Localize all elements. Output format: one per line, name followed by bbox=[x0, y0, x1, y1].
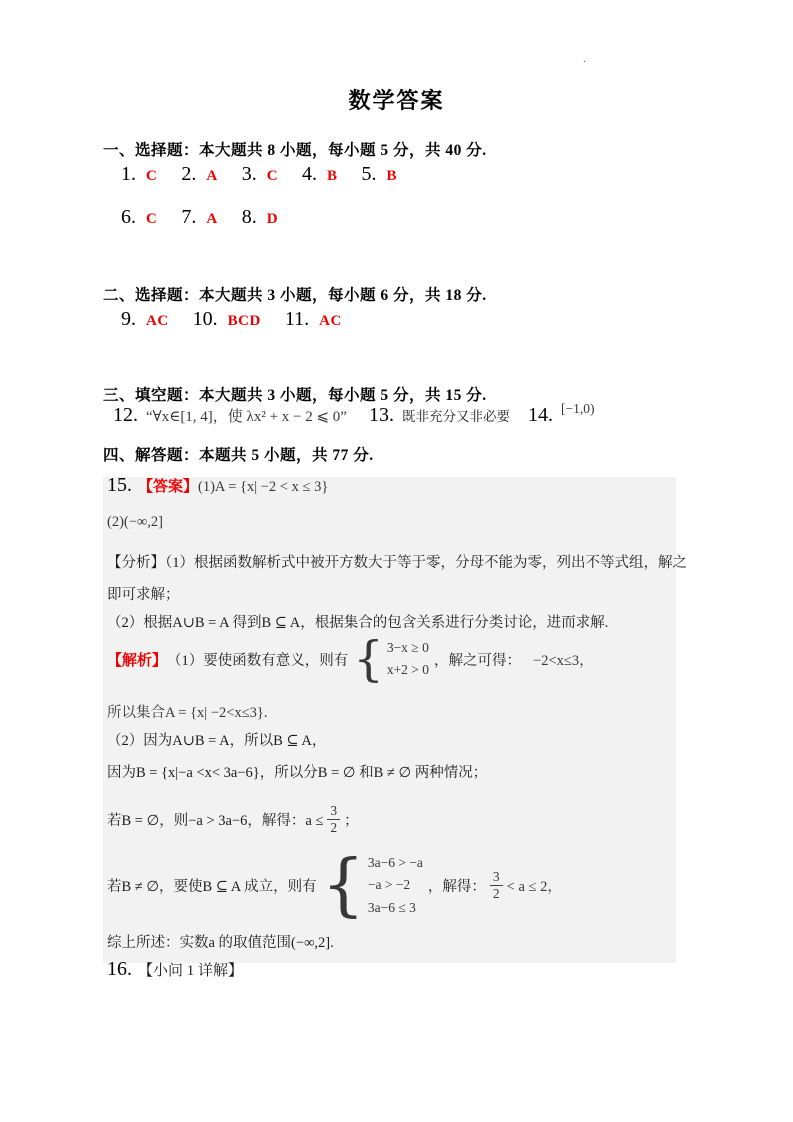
q15-analysis-line1-cont: 即可求解； bbox=[107, 587, 180, 603]
q16-line bbox=[107, 958, 243, 981]
answer-letter: D bbox=[266, 211, 279, 227]
question-number: 2. bbox=[181, 163, 197, 185]
q15-answer-line1 bbox=[107, 474, 328, 497]
answer-item bbox=[121, 308, 169, 331]
question-number: 13. bbox=[368, 404, 394, 426]
system-equation: −a > −2 bbox=[367, 877, 411, 893]
left-brace: { bbox=[353, 630, 384, 687]
equation-system bbox=[353, 630, 430, 687]
fraction bbox=[490, 869, 503, 901]
solution-text: 所以集合A = {x| −2<x≤3}. bbox=[107, 705, 268, 721]
stray-mark: . bbox=[583, 53, 586, 65]
answer-item bbox=[362, 163, 398, 186]
system-equation: 3a−6 ≤ 3 bbox=[367, 899, 416, 915]
question-number: 4. bbox=[302, 163, 318, 185]
answer-letter: A bbox=[206, 211, 218, 227]
answer-letter: C bbox=[266, 168, 279, 184]
fraction-numerator: 3 bbox=[490, 869, 503, 886]
answer-letter: C bbox=[146, 211, 158, 227]
question-number: 1. bbox=[121, 163, 136, 185]
case-text: ； bbox=[344, 812, 359, 829]
fraction-denominator: 2 bbox=[330, 819, 338, 835]
q13-answer: 既非充分又非必要 bbox=[401, 409, 510, 424]
answer-letter: AC bbox=[146, 313, 169, 329]
system-rows bbox=[387, 637, 429, 682]
q15-conclusion: 综上所述：实数a 的取值范围(−∞,2]. bbox=[107, 935, 334, 951]
answer-letter: BCD bbox=[227, 313, 261, 329]
q15-analysis-line1: 【分析】（1）根据函数解析式中被开方数大于等于零，分母不能为零，列出不等式组，解之 bbox=[107, 555, 687, 571]
question-number: 11. bbox=[284, 308, 310, 330]
answer-item bbox=[121, 206, 157, 229]
question-number: 15. bbox=[107, 474, 132, 496]
case-text: 若B ≠ ∅，要使B ⊆ A 成立，则有 bbox=[107, 878, 317, 895]
equation-system bbox=[321, 845, 423, 925]
q15-answer-part2: (2)(−∞,2] bbox=[107, 514, 163, 530]
section3-heading: 三、填空题：本大题共 3 小题，每小题 5 分，共 15 分. bbox=[103, 387, 487, 404]
answer-letter: B bbox=[386, 168, 398, 184]
q15-solution-line2 bbox=[107, 701, 267, 722]
answer-item bbox=[242, 206, 278, 229]
answer-letter: A bbox=[206, 168, 218, 184]
system-equation: x+2 > 0 bbox=[386, 662, 430, 678]
fill-in-answers-row bbox=[113, 401, 595, 427]
question-number: 8. bbox=[241, 206, 257, 228]
q15-answer-line2 bbox=[107, 514, 163, 531]
answer-item bbox=[242, 163, 278, 186]
section2-heading: 二、选择题：本大题共 3 小题，每小题 6 分，共 18 分. bbox=[103, 287, 487, 304]
answer-item bbox=[121, 163, 157, 186]
q15-answer-part1: (1)A = {x| −2 < x ≤ 3} bbox=[198, 479, 329, 495]
system-equation: 3a−6 > −a bbox=[367, 855, 423, 870]
solution-label: 【解析】 bbox=[107, 652, 168, 669]
answer-letter: C bbox=[146, 168, 158, 184]
section1-heading: 一、选择题：本大题共 8 小题，每小题 5 分，共 40 分. bbox=[103, 142, 487, 159]
answer-item bbox=[193, 308, 261, 331]
fraction-numerator: 3 bbox=[327, 803, 340, 820]
answer-label: 【答案】 bbox=[138, 479, 199, 495]
question-number: 14. bbox=[527, 404, 553, 426]
answer-item bbox=[302, 163, 338, 186]
question-number: 7. bbox=[181, 206, 197, 228]
case-result: < a ≤ 2， bbox=[506, 878, 562, 895]
answer-letter: AC bbox=[319, 313, 342, 329]
section4-heading: 四、解答题：本题共 5 小题，共 77 分. bbox=[103, 447, 374, 464]
q15-case2-line bbox=[107, 845, 562, 925]
solution-text: （1）要使函数有意义，则有 bbox=[167, 652, 349, 669]
answer-item bbox=[181, 206, 217, 229]
page-title: 数学答案 bbox=[348, 88, 445, 113]
system-equation: 3−x ≥ 0 bbox=[386, 640, 429, 655]
question-number: 12. bbox=[113, 404, 138, 426]
q14-answer: [−1,0) bbox=[560, 401, 595, 416]
q12-answer: “∀x∈[1, 4]，使 λx² + x − 2 ⩽ 0” bbox=[146, 409, 347, 425]
fraction bbox=[327, 803, 340, 835]
q16-label: 【小问 1 详解】 bbox=[138, 963, 244, 979]
q15-solution-line3: （2）因为A∪B = A，所以B ⊆ A， bbox=[107, 733, 327, 749]
q15-case1-line bbox=[107, 803, 359, 835]
system-rows bbox=[368, 852, 423, 919]
question-number: 6. bbox=[121, 206, 136, 228]
case-text: 若B = ∅，则−a > 3a−6，解得：a ≤ bbox=[107, 812, 324, 829]
case-text: ，解得： bbox=[427, 878, 486, 895]
answer-letter: B bbox=[327, 168, 338, 184]
answer-item bbox=[181, 163, 217, 186]
left-brace: { bbox=[321, 845, 365, 925]
question-number: 3. bbox=[241, 163, 257, 185]
answers-row-6-8 bbox=[121, 206, 302, 229]
solution-result: −2<x≤3， bbox=[533, 652, 594, 669]
answer-item bbox=[285, 308, 342, 331]
q15-solution-line4: 因为B = {x|−a <x< 3a−6}，所以分B = ∅ 和B ≠ ∅ 两种情况； bbox=[107, 765, 488, 781]
question-number: 5. bbox=[361, 163, 377, 185]
question-number: 16. bbox=[107, 958, 132, 980]
q15-analysis-line2: （2）根据A∪B = A 得到B ⊆ A，根据集合的包含关系进行分类讨论，进而求解. bbox=[107, 615, 609, 631]
question-number: 9. bbox=[121, 308, 136, 330]
answers-row-1-5 bbox=[121, 163, 421, 186]
fraction-denominator: 2 bbox=[492, 885, 500, 901]
answers-row-9-11 bbox=[121, 308, 366, 331]
solution-text: ，解之可得： bbox=[434, 652, 522, 669]
q15-solution-line1 bbox=[107, 630, 594, 687]
question-number: 10. bbox=[192, 308, 218, 330]
